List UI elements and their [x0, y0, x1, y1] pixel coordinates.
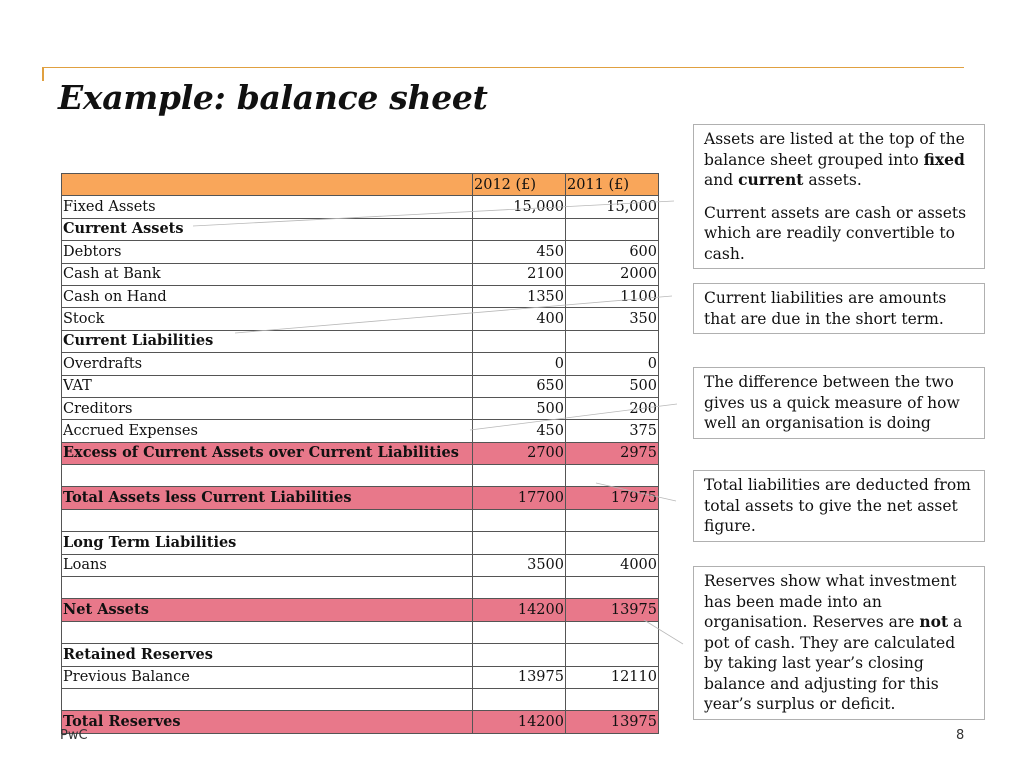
value-2011-cell: 600	[566, 241, 659, 263]
row-label-cell: Total Assets less Current Liabilities	[62, 487, 473, 509]
table-row	[62, 465, 659, 487]
callout-assets-para-1	[704, 129, 976, 191]
callout-difference-text: The difference between the two gives us a quick measure of how well an organisation is doing	[704, 373, 960, 432]
value-2011-cell: 200	[566, 397, 659, 419]
value-2012-cell: 0	[473, 353, 566, 375]
value-2012-cell	[473, 688, 566, 710]
value-2012-cell: 500	[473, 397, 566, 419]
table-row	[62, 666, 659, 688]
value-2011-cell: 13975	[566, 599, 659, 621]
value-2012-cell: 400	[473, 308, 566, 330]
row-label-cell	[62, 688, 473, 710]
page-number: 8	[956, 728, 965, 743]
top-accent-rule	[42, 67, 964, 68]
page-title: Example: balance sheet	[58, 78, 488, 117]
table-row	[62, 711, 659, 733]
value-2012-cell: 17700	[473, 487, 566, 509]
value-2012-cell: 2700	[473, 442, 566, 464]
table-row	[62, 442, 659, 464]
row-label-cell: Long Term Liabilities	[62, 532, 473, 554]
row-label-cell: Cash at Bank	[62, 263, 473, 285]
row-label-cell: Current Assets	[62, 218, 473, 240]
table-row	[62, 375, 659, 397]
row-label-cell: Overdrafts	[62, 353, 473, 375]
row-label-cell: Total Reserves	[62, 711, 473, 733]
table-row	[62, 599, 659, 621]
callout-liabilities	[693, 283, 985, 334]
callout-assets-para-2: Current assets are cash or assets which are readily convertible to cash.	[704, 203, 967, 263]
row-label-cell: Stock	[62, 308, 473, 330]
callout-net-assets-text: Total liabilities are deducted from total assets to give the net asset figure.	[704, 476, 971, 535]
value-2011-cell: 500	[566, 375, 659, 397]
value-2012-cell	[473, 577, 566, 599]
callout-reserves	[693, 566, 985, 720]
value-2012-cell: 14200	[473, 599, 566, 621]
table-row	[62, 241, 659, 263]
callout-reserves-text-a: Reserves show what investment has been made into an organisation. Reserves are	[704, 572, 957, 631]
row-label-cell	[62, 465, 473, 487]
callout-assets-text-a: Assets are listed at the top of the balance sheet grouped into	[704, 130, 965, 169]
value-2012-cell: 15,000	[473, 196, 566, 218]
value-2012-cell: 450	[473, 420, 566, 442]
callout-reserves-text	[704, 571, 976, 715]
value-2012-cell: 650	[473, 375, 566, 397]
value-2012-cell	[473, 644, 566, 666]
balance-sheet-table	[61, 173, 659, 734]
table-row	[62, 397, 659, 419]
row-label-cell	[62, 621, 473, 643]
row-label-cell: Debtors	[62, 241, 473, 263]
value-2011-cell	[566, 688, 659, 710]
row-label-cell: Loans	[62, 554, 473, 576]
value-2012-cell: 450	[473, 241, 566, 263]
value-2011-cell: 15,000	[566, 196, 659, 218]
callout-assets-text-d: assets.	[803, 171, 862, 189]
callout-assets-bold-current: current	[738, 170, 804, 189]
value-2011-cell: 350	[566, 308, 659, 330]
row-label-cell: VAT	[62, 375, 473, 397]
value-2012-cell	[473, 621, 566, 643]
row-label-cell: Current Liabilities	[62, 330, 473, 352]
callout-assets-text-c: and	[704, 171, 739, 189]
row-label-cell: Retained Reserves	[62, 644, 473, 666]
table-row	[62, 509, 659, 531]
value-2012-cell: 14200	[473, 711, 566, 733]
value-2012-cell: 2100	[473, 263, 566, 285]
top-accent-tick	[42, 67, 44, 81]
callout-reserves-bold-not: not	[919, 612, 949, 631]
row-label-cell: Accrued Expenses	[62, 420, 473, 442]
header-cell-label	[62, 174, 473, 196]
row-label-cell: Cash on Hand	[62, 285, 473, 307]
value-2011-cell: 17975	[566, 487, 659, 509]
callout-difference	[693, 367, 985, 439]
row-label-cell	[62, 509, 473, 531]
value-2011-cell	[566, 330, 659, 352]
callout-net-assets	[693, 470, 985, 542]
value-2012-cell	[473, 509, 566, 531]
table-row	[62, 554, 659, 576]
table-body	[62, 196, 659, 733]
row-label-cell: Net Assets	[62, 599, 473, 621]
table-header-row	[62, 174, 659, 196]
table-row	[62, 688, 659, 710]
table-row	[62, 218, 659, 240]
value-2011-cell: 12110	[566, 666, 659, 688]
table-row	[62, 532, 659, 554]
table-row	[62, 420, 659, 442]
table-row	[62, 263, 659, 285]
value-2011-cell	[566, 509, 659, 531]
value-2012-cell: 13975	[473, 666, 566, 688]
value-2011-cell	[566, 621, 659, 643]
row-label-cell: Excess of Current Assets over Current Liabilities	[62, 442, 473, 464]
table-row	[62, 330, 659, 352]
value-2011-cell: 0	[566, 353, 659, 375]
table-row	[62, 196, 659, 218]
table-row	[62, 285, 659, 307]
value-2011-cell: 2000	[566, 263, 659, 285]
row-label-cell: Previous Balance	[62, 666, 473, 688]
value-2012-cell	[473, 218, 566, 240]
value-2012-cell: 3500	[473, 554, 566, 576]
value-2011-cell: 4000	[566, 554, 659, 576]
table-row	[62, 308, 659, 330]
value-2012-cell	[473, 532, 566, 554]
value-2011-cell: 375	[566, 420, 659, 442]
row-label-cell	[62, 577, 473, 599]
value-2011-cell	[566, 218, 659, 240]
header-cell-2011: 2011 (£)	[566, 174, 659, 196]
header-cell-2012: 2012 (£)	[473, 174, 566, 196]
table-row	[62, 621, 659, 643]
value-2012-cell: 1350	[473, 285, 566, 307]
value-2012-cell	[473, 465, 566, 487]
row-label-cell: Creditors	[62, 397, 473, 419]
callout-liabilities-text: Current liabilities are amounts that are due in the short term.	[704, 289, 947, 328]
value-2011-cell	[566, 577, 659, 599]
value-2011-cell	[566, 532, 659, 554]
footer-brand: PwC	[60, 728, 88, 743]
callout-assets	[693, 124, 985, 269]
value-2011-cell: 1100	[566, 285, 659, 307]
callout-assets-bold-fixed: fixed	[923, 149, 965, 169]
table-row	[62, 577, 659, 599]
table-row	[62, 487, 659, 509]
value-2011-cell: 2975	[566, 442, 659, 464]
table-row	[62, 644, 659, 666]
value-2011-cell	[566, 465, 659, 487]
row-label-cell: Fixed Assets	[62, 196, 473, 218]
value-2011-cell: 13975	[566, 711, 659, 733]
value-2011-cell	[566, 644, 659, 666]
callout-reserves-text-c: a pot of cash. They are calculated by taking last year’s closing balance and adjusting for this year’s surplus or deficit.	[704, 613, 963, 713]
table-row	[62, 353, 659, 375]
value-2012-cell	[473, 330, 566, 352]
